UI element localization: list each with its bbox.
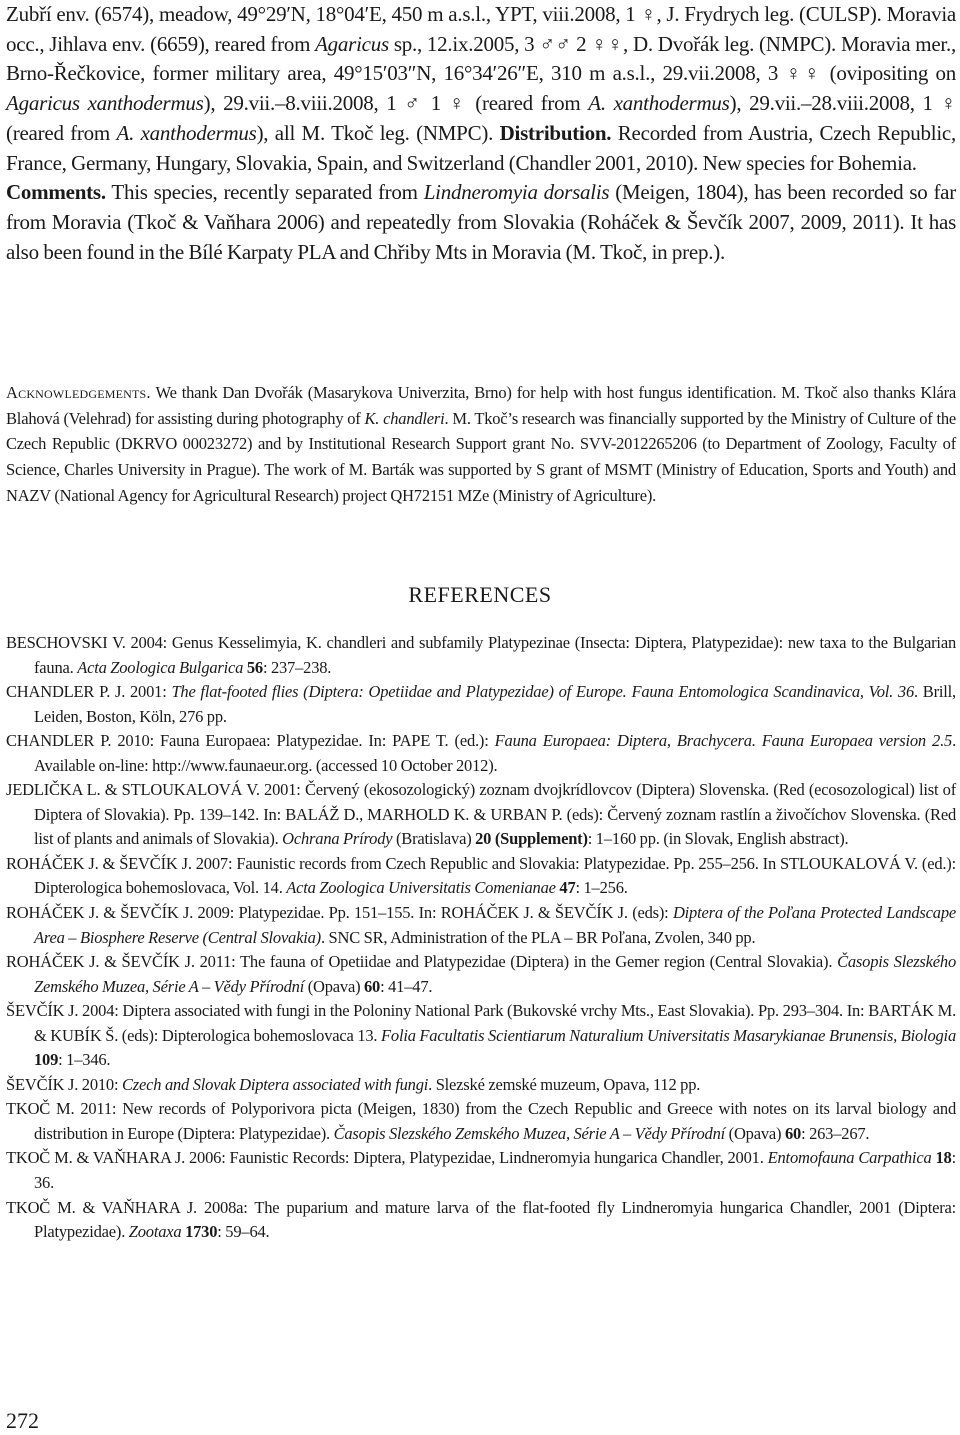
reference-entry	[6, 999, 956, 1073]
reference-text: ŠEVČÍK J. 2010:	[6, 1074, 122, 1094]
reference-entry	[6, 1097, 956, 1146]
reference-volume: 20 (Supplement)	[475, 829, 588, 849]
comments-heading: Comments.	[6, 180, 106, 205]
references-heading: REFERENCES	[408, 582, 552, 607]
reference-text: : 1–346.	[58, 1050, 111, 1070]
reference-journal: Acta Zoologica Universitatis Comenianae	[286, 878, 556, 898]
material-examined-paragraph	[6, 0, 956, 178]
reference-entry	[6, 729, 956, 778]
reference-text: . SNC SR, Administration of the PLA – BR Poľana, Zvolen, 340 pp.	[320, 927, 756, 947]
reference-text: CHANDLER P. 2010: Fauna Europaea: Platypezidae. In: PAPE T. (ed.):	[6, 731, 495, 751]
reference-volume: 60	[784, 1123, 802, 1143]
reference-entry	[6, 950, 956, 999]
reference-text: : 1–160 pp. (in Slovak, English abstract).	[587, 829, 849, 849]
reference-journal: Acta Zoologica Bulgarica	[77, 657, 244, 677]
reference-text: TKOČ M. & VAŇHARA J. 2006: Faunistic Records: Diptera, Platypezidae, Lindneromyia hungarica Chandler, 2001.	[6, 1148, 768, 1168]
reference-text: (Opava)	[725, 1123, 785, 1143]
reference-text: (Opava)	[304, 976, 364, 996]
reference-entry	[6, 901, 956, 950]
references-list	[6, 631, 956, 1245]
reference-text: . Available on-line: http://www.faunaeur.org. (accessed 10 October 2012).	[34, 731, 956, 775]
text-run: ), 29.vii.–8.viii.2008, 1 ♂ 1 ♀ (reared from	[203, 91, 589, 116]
distribution-heading: Distribution.	[499, 120, 612, 145]
species-name: A. xanthodermus	[588, 91, 730, 116]
reference-text: : 59–64.	[217, 1222, 270, 1242]
reference-journal: Entomofauna Carpathica	[767, 1148, 932, 1168]
reference-journal: Fauna Europaea: Diptera, Brachycera. Fauna Europaea version 2.5	[494, 731, 953, 751]
text-run: . M. Tkoč’s research was financially supported by the Ministry of Culture of the Czech Republic (DKRVO 00023272) and by Institutional Research Support grant No. SVV-2012265206 (to Department of Zoology, Faculty of Science, Charles University in Prague). The work of M. Barták was supported by S grant of MSMT (Ministry of Education, Sports and Youth) and NAZV (National Agency for Agricultural Research) project QH72151 MZe (Ministry of Agriculture).	[6, 408, 956, 505]
reference-text: ROHÁČEK J. & ŠEVČÍK J. 2011: The fauna of Opetiidae and Platypezidae (Diptera) in the Gemer region (Central Slovakia).	[6, 952, 838, 972]
body-text	[6, 0, 956, 267]
text-run: Zubří env. (6574), meadow, 49°29′N, 18°04′E, 450 m a.s.l., YPT, viii.2008, 1 ♀, J. Frydrych leg. (CULSP). Moravia occ., Jihlava env. (6659), reared from	[6, 2, 956, 56]
comments-paragraph	[6, 178, 956, 267]
reference-text: (Bratislava)	[392, 829, 476, 849]
reference-entry	[6, 680, 956, 729]
text-run: sp., 12.ix.2005, 3 ♂♂ 2 ♀♀, D. Dvořák leg. (NMPC). Moravia mer., Brno-Řečkovice, former military area, 49°15′03″N, 16°34′26″E, 310 m a.s.l., 29.vii.2008, 3 ♀♀ (ovipositing on	[6, 31, 956, 86]
reference-journal: Ochrana Prírody	[282, 829, 393, 849]
acknowledgements-heading: Acknowledgements.	[6, 383, 151, 402]
reference-volume: 18	[935, 1148, 952, 1168]
reference-text: TKOČ M. & VAŇHARA J. 2008a: The puparium and mature larva of the flat-footed fly Lindneromyia hungarica Chandler, 2001 (Diptera: Platypezidae).	[6, 1197, 956, 1242]
reference-journal: The flat-footed flies (Diptera: Opetiidae and Platypezidae) of Europe. Fauna Entomologica Scandinavica, Vol. 36	[171, 682, 915, 702]
reference-text: ROHÁČEK J. & ŠEVČÍK J. 2009: Platypezidae. Pp. 151–155. In: ROHÁČEK J. & ŠEVČÍK J. (eds):	[6, 903, 673, 923]
text-run: ), all M. Tkoč leg. (NMPC).	[256, 120, 500, 145]
species-name: Lindneromyia dorsalis	[423, 180, 610, 205]
reference-journal: Časopis Slezského Zemského Muzea, Série A – Vědy Přírodní	[34, 952, 956, 996]
reference-text: . Slezské zemské muzeum, Opava, 112 pp.	[428, 1074, 701, 1094]
reference-volume: 47	[559, 878, 576, 898]
species-name: K. chandleri	[364, 408, 445, 428]
text-run: Recorded from Austria, Czech Republic, France, Germany, Hungary, Slovakia, Spain, and Switzerland (Chandler 2001, 2010). New species for Bohemia.	[6, 120, 956, 175]
species-name: Agaricus	[315, 31, 389, 56]
species-name: Agaricus xanthodermus	[6, 91, 204, 116]
reference-volume: 56	[246, 657, 263, 677]
species-name: A. xanthodermus	[116, 120, 257, 145]
reference-text: TKOČ M. 2011: New records of Polyporivora picta (Meigen, 1830) from the Czech Republic and Greece with notes on its larval biology and distribution in Europe (Diptera: Platypezidae).	[6, 1099, 956, 1143]
reference-text: BESCHOVSKI V. 2004: Genus Kesselimyia, K. chandleri and subfamily Platypezinae (Insecta: Diptera, Platypezidae): new taxa to the Bulgarian fauna.	[6, 633, 956, 677]
text-run: This species, recently separated from	[105, 180, 424, 205]
reference-journal: Folia Facultatis Scientiarum Naturalium Universitatis Masarykianae Brunensis, Biologia	[381, 1025, 956, 1045]
reference-volume: 60	[364, 976, 381, 996]
acknowledgements-section	[6, 380, 956, 509]
text-run: ), 29.vii.–28.viii.2008, 1 ♀ (reared from	[6, 91, 956, 145]
reference-entry	[6, 1073, 956, 1098]
reference-volume: 1730	[185, 1222, 218, 1242]
reference-text: . Brill, Leiden, Boston, Köln, 276 pp.	[34, 682, 956, 726]
reference-entry	[6, 1196, 956, 1245]
reference-text: ROHÁČEK J. & ŠEVČÍK J. 2007: Faunistic records from Czech Republic and Slovakia: Platypezidae. Pp. 255–256. In STLOUKALOVÁ V. (ed.): Dipterologica bohemoslovaca, Vol. 14.	[6, 853, 956, 898]
reference-text: : 237–238.	[262, 657, 332, 677]
reference-entry	[6, 852, 956, 901]
reference-journal: Časopis Slezského Zemského Muzea, Série A – Vědy Přírodní	[333, 1123, 726, 1143]
reference-entry	[6, 631, 956, 680]
reference-text: ŠEVČÍK J. 2004: Diptera associated with fungi in the Poloniny National Park (Bukovské vrchy Mts., East Slovakia). Pp. 293–304. In: BARTÁK M. & KUBÍK Š. (eds): Dipterologica bohemoslovaca 13.	[6, 1001, 956, 1045]
reference-text: : 41–47.	[380, 976, 433, 996]
reference-text: : 1–256.	[575, 878, 628, 898]
reference-volume: 109	[34, 1050, 59, 1070]
text-run: We thank Dan Dvořák (Masarykova Univerzita, Brno) for help with host fungus identification. M. Tkoč also thanks Klára Blahová (Velehrad) for assisting during photography of	[6, 383, 956, 428]
reference-journal: Diptera of the Poľana Protected Landscape Area – Biosphere Reserve (Central Slovakia)	[34, 903, 956, 947]
reference-journal: Zootaxa	[128, 1222, 182, 1242]
reference-text: : 263–267.	[801, 1123, 870, 1143]
text-run: (Meigen, 1804), has been recorded so far from Moravia (Tkoč & Vaňhara 2006) and repeatedly from Slovakia (Roháček & Ševčík 2007, 2009, 2011). It has also been found in the Bílé Karpaty PLA and Chřiby Mts in Moravia (M. Tkoč, in prep.).	[6, 180, 956, 264]
reference-entry	[6, 1146, 956, 1195]
reference-text: : 36.	[34, 1148, 956, 1193]
reference-text: CHANDLER P. J. 2001:	[6, 682, 172, 702]
reference-entry	[6, 778, 956, 852]
reference-journal: Czech and Slovak Diptera associated with fungi	[122, 1074, 429, 1094]
reference-text: JEDLIČKA L. & STLOUKALOVÁ V. 2001: Červený (ekosozologický) zoznam dvojkrídlovcov (Diptera) Slovenska. (Red (ecosozological) list of Diptera of Slovakia). Pp. 139–142. In: BALÁŽ D., MARHOLD K. & URBAN P. (eds): Červený zoznam rastlín a živočíchov Slovenska. (Red list of plants and animals of Slovakia).	[6, 780, 956, 849]
page-number: 272	[6, 1408, 39, 1433]
